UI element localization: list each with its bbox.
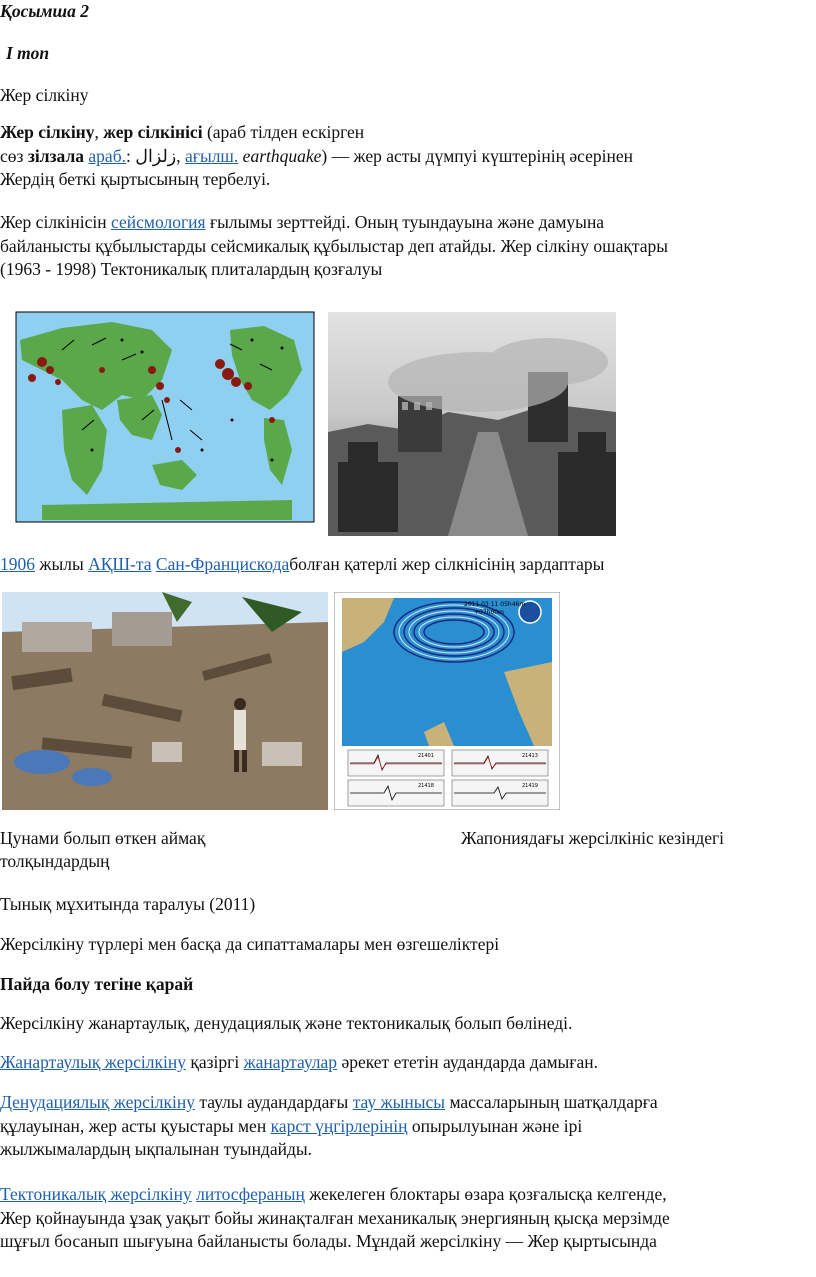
- definition-paragraph: [0, 121, 808, 192]
- buoy-label-1: 21401: [418, 753, 434, 759]
- denudation-line-2: құлауынан, жер асты қуыстары мен карст үңгірлерінің опырылуынан және ірі: [0, 1115, 583, 1136]
- plate-motion-map-image: [2, 300, 320, 532]
- model-time-label: 2011 03 11 05h46m: [464, 601, 526, 608]
- tsunami-propagation-model-image: [334, 592, 560, 810]
- buoy-label-2: 21413: [522, 753, 538, 759]
- link-arab[interactable]: араб.: [88, 145, 126, 166]
- definition-line-1: Жер сілкіну, жер сілкінісі (араб тілден ескірген: [0, 122, 365, 142]
- link-volcanoes[interactable]: жанартаулар: [243, 1052, 338, 1072]
- tectonic-line-1: Тектоникалық жерсілкіну литосфераның жекелеген блоктары өзара қозғалысқа келгенде,: [0, 1184, 667, 1204]
- caption-tsunami-right: Жапониядағы жерсілкініс кезіндегі: [461, 828, 725, 848]
- model-time-label-2: +07h00m: [474, 609, 504, 616]
- caption-san-francisco: 1906 жылы АҚШ-та Сан-Францискодаболған қатерлі жер сілкнісінің зардаптары: [0, 554, 605, 574]
- classes-line: Жерсілкіну жанартаулық, денудациялық және тектоникалық болып бөлінеді.: [0, 1013, 573, 1033]
- tectonic-paragraph: [0, 1183, 808, 1254]
- appendix-label: Қосымша 2: [0, 1, 89, 21]
- caption-tsunami-left: Цунами болып өткен аймақ: [0, 828, 206, 848]
- denudation-line-1: Денудациялық жерсілкіну таулы аудандардағы тау жынысы массаларының шатқалдарға: [0, 1092, 658, 1112]
- link-seismology[interactable]: сейсмология: [111, 212, 206, 232]
- seismology-line-3: (1963 - 1998) Тектоникалық плиталардың қозғалуы: [0, 259, 383, 279]
- san-francisco-1906-photo: [328, 312, 616, 536]
- buoy-label-4: 21419: [522, 783, 538, 789]
- buoy-label-3: 21418: [418, 783, 434, 789]
- link-denudation-earthquake[interactable]: Денудациялық жерсілкіну: [0, 1092, 195, 1112]
- group-label: I топ: [6, 43, 50, 63]
- definition-line-2: сөз зілзала араб.: زلزال, ағылш. earthquake) — жер асты дүмпуі күштерінің әсерінен: [0, 145, 633, 166]
- caption-tsunami-line-2: толқындардың: [0, 851, 110, 871]
- link-rock[interactable]: тау жынысы: [352, 1092, 446, 1112]
- link-tectonic-earthquake[interactable]: Тектоникалық жерсілкіну: [0, 1184, 192, 1204]
- volcanic-paragraph: Жанартаулық жерсілкіну қазіргі жанартаулар әрекет ететін аудандарда дамыған.: [0, 1052, 598, 1072]
- link-karst-caves[interactable]: карст үңгірлерінің: [270, 1115, 408, 1136]
- caption-tsunami-line-3: Тынық мұхитында таралуы (2011): [0, 894, 256, 914]
- definition-line-3: Жердің беткі қыртысының тербелуі.: [0, 169, 271, 189]
- seismology-paragraph: [0, 211, 808, 282]
- seismology-line-2: байланысты құбылыстарды сейсмикалық құбылыстар деп атайды. Жер сілкіну ошақтары: [0, 235, 668, 256]
- denudation-paragraph: [0, 1091, 808, 1162]
- caption-tsunami: [0, 827, 808, 851]
- link-1906[interactable]: 1906: [0, 554, 35, 574]
- seismology-line-1: Жер сілкінісін сейсмология ғылымы зерттейді. Оның туындауына және дамуына: [0, 212, 605, 232]
- link-lithosphere[interactable]: литосфераның: [196, 1184, 305, 1204]
- link-volcanic-earthquake[interactable]: Жанартаулық жерсілкіну: [0, 1052, 186, 1072]
- link-usa[interactable]: АҚШ-та: [88, 554, 152, 574]
- tectonic-line-2: Жер қойнауында ұзақ уақыт бойы жинақталған механикалық энергияның қысқа мерзімде: [0, 1207, 670, 1228]
- topic-title: Жер сілкіну: [0, 85, 89, 105]
- denudation-line-3: жылжымалардың ықпалынан туындайды.: [0, 1139, 313, 1159]
- types-line: Жерсілкіну түрлері мен басқа да сипаттамалары мен өзгешеліктері: [0, 934, 500, 954]
- tsunami-aftermath-photo: [2, 592, 328, 810]
- link-english[interactable]: ағылш.: [185, 145, 239, 166]
- origin-heading: Пайда болу тегіне қарай: [0, 974, 194, 994]
- link-san-francisco[interactable]: Сан-Францискода: [155, 554, 290, 574]
- tectonic-line-3: шұғыл босанып шығуына байланысты болады. Мұндай жерсілкіну — Жер қыртысында: [0, 1231, 657, 1251]
